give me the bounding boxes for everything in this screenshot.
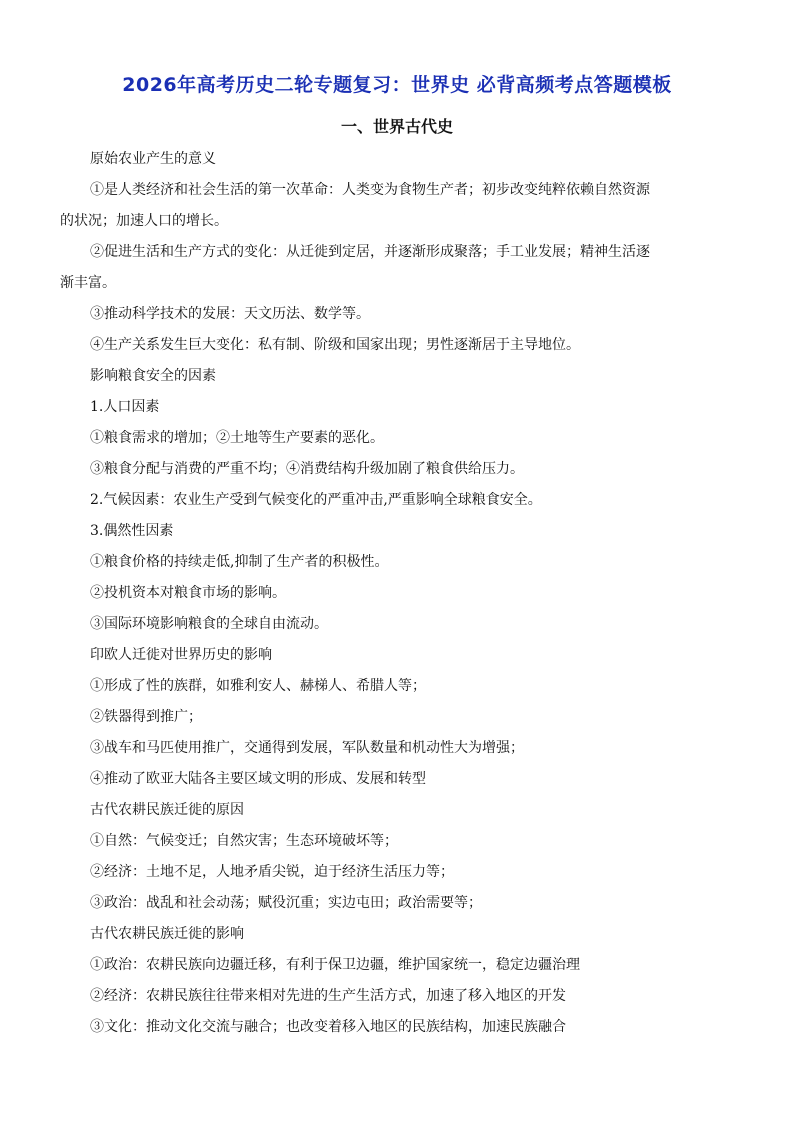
text-line: ①粮食需求的增加；②土地等生产要素的恶化。 [90,430,384,446]
text-line: ②经济：农耕民族往往带来相对先进的生产生活方式，加速了移入地区的开发 [90,988,566,1004]
topic-heading-migration-causes: 古代农耕民族迁徙的原因 [90,802,244,818]
document-title: 2026年高考历史二轮专题复习：世界史 必背高频考点答题模板 [122,74,672,96]
text-line: ③政治：战乱和社会动荡；赋役沉重；实边屯田；政治需要等； [90,895,482,911]
text-line: ①自然：气候变迁；自然灾害；生态环境破坏等； [90,833,398,849]
document-body [60,144,740,1043]
text-line: ①粮食价格的持续走低,抑制了生产者的积极性。 [90,554,389,570]
text-line: 2.气候因素：农业生产受到气候变化的严重冲击,严重影响全球粮食安全。 [90,492,542,508]
section-heading: 一、世界古代史 [340,117,453,136]
text-line: ①政治：农耕民族向边疆迁移，有利于保卫边疆，维护国家统一，稳定边疆治理 [90,957,580,973]
text-line: 的状况；加速人口的增长。 [60,213,228,229]
text-line: ③国际环境影响粮食的全球自由流动。 [90,616,328,632]
text-line: ①是人类经济和社会生活的第一次革命：人类变为食物生产者；初步改变纯粹依赖自然资源 [90,182,650,198]
text-line: 3.偶然性因素 [90,523,174,539]
text-line: ③推动科学技术的发展：天文历法、数学等。 [90,306,370,322]
text-line: ①形成了性的族群，如雅利安人、赫梯人、希腊人等； [90,678,426,694]
topic-heading-migration-effects: 古代农耕民族迁徙的影响 [90,926,244,942]
text-line: 1.人口因素 [90,399,160,415]
text-line: ②促进生活和生产方式的变化：从迁徙到定居，并逐渐形成聚落；手工业发展；精神生活逐 [90,244,650,260]
text-line: ③战车和马匹使用推广，交通得到发展，军队数量和机动性大为增强； [90,740,524,756]
topic-heading-indo-european: 印欧人迁徙对世界历史的影响 [90,647,272,663]
text-line: ③文化：推动文化交流与融合；也改变着移入地区的民族结构，加速民族融合 [90,1019,566,1035]
topic-heading-agriculture: 原始农业产生的意义 [90,151,216,167]
text-line: ②铁器得到推广； [90,709,202,725]
text-line: 渐丰富。 [60,275,116,291]
text-line: ④生产关系发生巨大变化：私有制、阶级和国家出现；男性逐渐居于主导地位。 [90,337,580,353]
text-line: ②投机资本对粮食市场的影响。 [90,585,286,601]
text-line: ③粮食分配与消费的严重不均；④消费结构升级加剧了粮食供给压力。 [90,461,524,477]
topic-heading-food-security: 影响粮食安全的因素 [90,368,216,384]
text-line: ②经济：土地不足，人地矛盾尖锐，迫于经济生活压力等； [90,864,454,880]
text-line: ④推动了欧亚大陆各主要区域文明的形成、发展和转型 [90,771,426,787]
